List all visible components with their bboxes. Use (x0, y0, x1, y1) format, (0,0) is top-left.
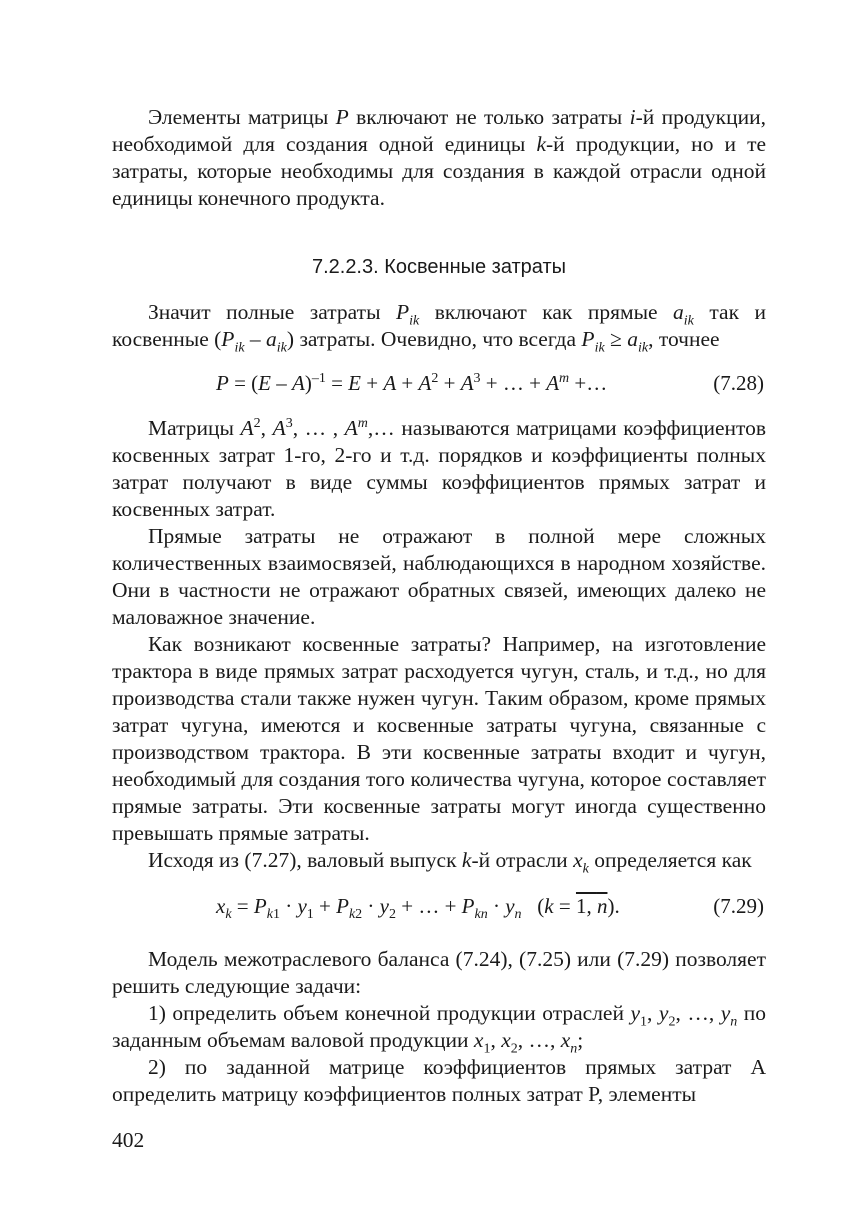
paragraph-tractor-example: Как возникают косвенные затраты? Например, на изготовление трактора в виде прямых затрат расходуется чугун, сталь, и т.д., но для производства стали также нужен чугун. Таким образом, кроме прямых затрат чугуна, имеются и косвенные затраты чугуна, связанные с производством трактора. В эти косвенные затраты входит и чугун, необходимый для создания того количества чугуна, которое составляет прямые затраты. Эти косвенные затраты могут иногда существенно превышать прямые затраты. (112, 632, 766, 845)
paragraph-task-2: 2) по заданной матрице коэффициентов прямых затрат A определить матрицу коэффициентов полных затрат P, элементы (112, 1055, 766, 1106)
paragraph-direct-costs: Прямые затраты не отражают в полной мере сложных количественных взаимосвязей, наблюдающихся в народном хозяйстве. Они в частности не отражают обратных связей, имеющих далеко не маловажное значение. (112, 524, 766, 629)
equation-7-28-expression: $P = (E - A)^{-1} = E + A + A^2 + A^3$ + … + $A^m$ +… (216, 371, 608, 395)
paragraph-task-1: 1) определить объем конечной продукции отраслей $y_1$, $y_2$, …, $y_n$ по заданным объемам валовой продукции $x_1$, $x_2$, …, $x_n$; (112, 1001, 767, 1057)
equation-7-29-number: (7.29) (713, 894, 764, 918)
paragraph-model-tasks: Модель межотраслевого баланса (7.24), (7.25) или (7.29) позволяет решить следующие задачи: (112, 947, 766, 998)
paragraph-indirect-matrices: Матрицы $A^2$, $A^3$, … , $A^m,\dots$ называются матрицами коэффициентов косвенных затрат 1-го, 2-го и т.д. порядков и коэффициенты полных затрат получают в виде суммы коэффициентов прямых затрат и косвенных затрат. (112, 415, 767, 521)
page-number: 402 (112, 1128, 145, 1152)
equation-7-29 (112, 886, 766, 926)
equation-7-28-number: (7.28) (713, 371, 764, 395)
equation-7-29-expression: $x_k = P_{k1} \cdot y_1 + P_{k2} \cdot y_2$ + … + $P_{kn} \cdot y_n$ (k = 1, n). (216, 894, 620, 923)
paragraph-matrix-elements: Элементы матрицы P включают не только затраты i-й продукции, необходимой для создания одной единицы k-й продукции, но и те затраты, которые необходимы для создания в каждой отрасли одной единицы конечного продукта. (112, 105, 767, 210)
paragraph-full-costs: Значит полные затраты $P_{ik}$ включают как прямые $a_{ik}$ так и косвенные $(P_{ik} - a_{ik})$ затраты. Очевидно, что всегда $P_{ik} \ge a_{ik}$, точнее (112, 300, 766, 356)
page-body (112, 104, 766, 1108)
section-heading: 7.2.2.3. Косвенные затраты (311, 256, 567, 278)
paragraph-gross-output: Исходя из (7.27), валовый выпуск k-й отрасли $x_k$ определяется как (148, 848, 752, 877)
equation-7-28 (112, 363, 766, 403)
